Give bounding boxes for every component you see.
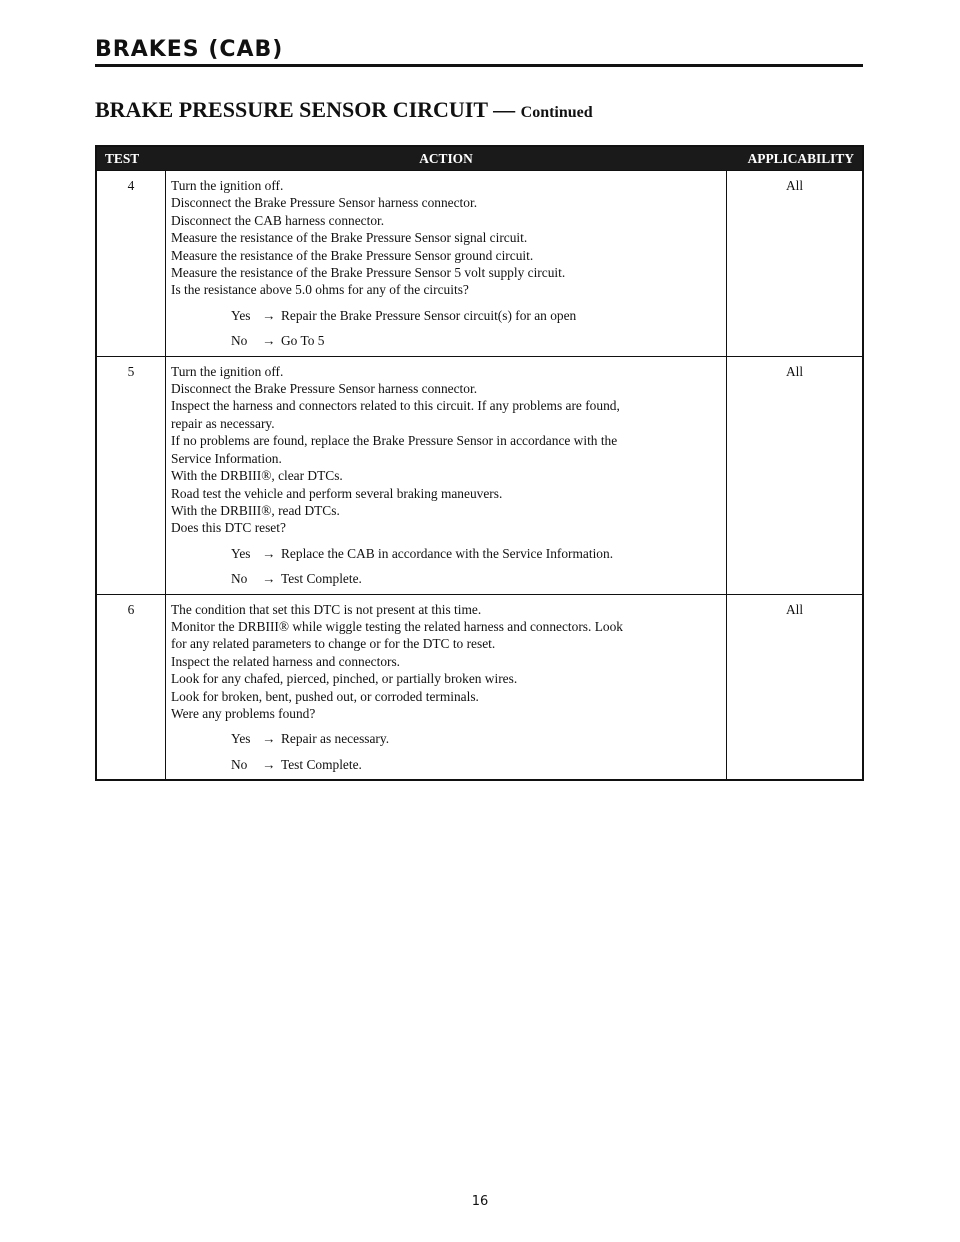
- action-step: Measure the resistance of the Brake Pressure Sensor ground circuit.: [171, 247, 534, 263]
- action-step: Is the resistance above 5.0 ohms for any of the circuits?: [171, 282, 469, 298]
- action-step: Measure the resistance of the Brake Pressure Sensor 5 volt supply circuit.: [171, 265, 566, 281]
- action-step: The condition that set this DTC is not present at this time.: [171, 601, 482, 617]
- action-step: Service Information.: [171, 450, 282, 466]
- yes-label: Yes: [231, 545, 251, 561]
- arrow-right-icon: →: [262, 545, 276, 561]
- table-row: [96, 171, 863, 357]
- diagnostic-test-table: [95, 145, 864, 781]
- action-step: With the DRBIII®, read DTCs.: [171, 502, 340, 518]
- action-step: If no problems are found, replace the Brake Pressure Sensor in accordance with the: [171, 433, 618, 449]
- test-action: [166, 356, 727, 594]
- action-step: Were any problems found?: [171, 705, 316, 721]
- action-step: Disconnect the Brake Pressure Sensor harness connector.: [171, 195, 478, 211]
- test-number: 6: [96, 594, 166, 780]
- test-applicability: All: [727, 594, 864, 780]
- yes-result: Repair as necessary.: [281, 731, 390, 747]
- action-step: Disconnect the CAB harness connector.: [171, 212, 385, 228]
- test-action: [166, 171, 727, 357]
- yes-result: Replace the CAB in accordance with the Service Information.: [281, 545, 614, 561]
- no-branch: [171, 756, 721, 773]
- action-step: Measure the resistance of the Brake Pressure Sensor signal circuit.: [171, 230, 528, 246]
- no-result: Test Complete.: [281, 571, 362, 587]
- action-step: repair as necessary.: [171, 415, 275, 431]
- section-header: [95, 36, 863, 67]
- table-header-row: [96, 146, 863, 171]
- test-number: 5: [96, 356, 166, 594]
- table-row: [96, 594, 863, 780]
- action-step: Does this DTC reset?: [171, 520, 286, 536]
- arrow-right-icon: →: [262, 756, 276, 772]
- no-label: No: [231, 333, 248, 349]
- column-header-test: TEST: [96, 146, 166, 171]
- yes-result: Repair the Brake Pressure Sensor circuit(s) for an open: [281, 307, 577, 323]
- test-applicability: All: [727, 171, 864, 357]
- action-step: Inspect the related harness and connectors.: [171, 653, 401, 669]
- yes-branch: [171, 307, 721, 324]
- action-step: Look for broken, bent, pushed out, or corroded terminals.: [171, 688, 479, 704]
- no-label: No: [231, 571, 248, 587]
- action-step: Turn the ignition off.: [171, 178, 284, 193]
- no-result: Go To 5: [281, 333, 325, 349]
- no-branch: [171, 570, 721, 587]
- yes-branch: [171, 545, 721, 562]
- page-heading: [95, 96, 593, 127]
- action-step: Inspect the harness and connectors related to this circuit. If any problems are found,: [171, 398, 620, 414]
- no-label: No: [231, 756, 248, 772]
- test-number: 4: [96, 171, 166, 357]
- action-step: Road test the vehicle and perform several braking maneuvers.: [171, 485, 503, 501]
- action-step: With the DRBIII®, clear DTCs.: [171, 468, 343, 484]
- arrow-right-icon: →: [262, 307, 276, 323]
- table-row: [96, 356, 863, 594]
- arrow-right-icon: →: [262, 731, 276, 747]
- test-applicability: All: [727, 356, 864, 594]
- arrow-right-icon: →: [262, 333, 276, 349]
- no-result: Test Complete.: [281, 756, 362, 772]
- test-action: [166, 594, 727, 780]
- page-number: 16: [471, 1194, 489, 1209]
- action-step: Look for any chafed, pierced, pinched, or partially broken wires.: [171, 671, 518, 687]
- heading-continued: Continued: [520, 104, 593, 121]
- no-branch: [171, 332, 721, 349]
- yes-label: Yes: [231, 731, 251, 747]
- column-header-action: ACTION: [166, 146, 727, 171]
- yes-label: Yes: [231, 307, 251, 323]
- section-rule: [95, 64, 863, 67]
- column-header-applicability: APPLICABILITY: [727, 146, 864, 171]
- action-step: Turn the ignition off.: [171, 363, 284, 379]
- yes-branch: [171, 730, 721, 747]
- action-step: for any related parameters to change or for the DTC to reset.: [171, 636, 496, 652]
- heading-title: BRAKE PRESSURE SENSOR CIRCUIT —: [95, 97, 516, 122]
- arrow-right-icon: →: [262, 571, 276, 587]
- action-step: Disconnect the Brake Pressure Sensor harness connector.: [171, 381, 478, 397]
- action-step: Monitor the DRBIII® while wiggle testing the related harness and connectors. Look: [171, 618, 623, 634]
- section-title: BRAKES (CAB): [95, 37, 284, 62]
